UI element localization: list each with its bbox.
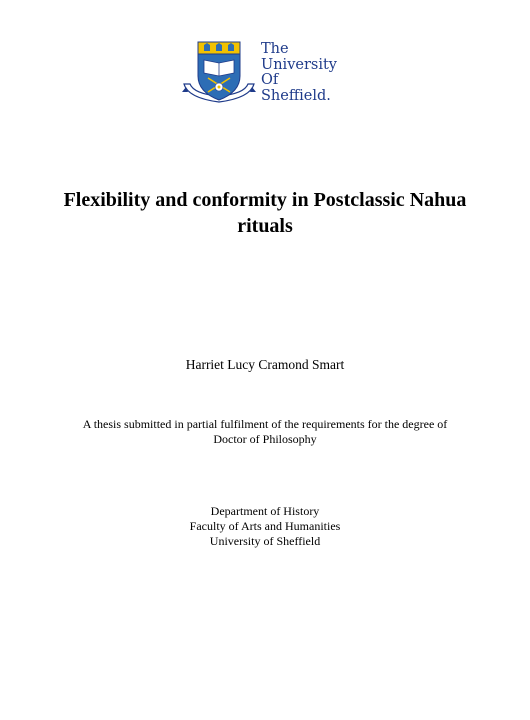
wordmark-line: The bbox=[261, 41, 289, 57]
department: Department of History bbox=[210, 504, 320, 518]
degree-statement-line: Doctor of Philosophy bbox=[213, 432, 317, 446]
wordmark-line: Of bbox=[261, 72, 279, 88]
affiliation-block bbox=[0, 504, 530, 549]
thesis-title-line: Flexibility and conformity in Postclassic Nahua bbox=[63, 189, 467, 211]
thesis-title-line: rituals bbox=[237, 215, 293, 237]
thesis-title bbox=[40, 187, 490, 239]
author-name: Harriet Lucy Cramond Smart bbox=[185, 357, 345, 372]
university: University of Sheffield bbox=[209, 534, 321, 548]
university-wordmark bbox=[261, 42, 337, 104]
degree-statement bbox=[20, 417, 510, 447]
wordmark-line: University bbox=[261, 56, 337, 73]
wordmark-line: Sheffield. bbox=[261, 87, 331, 104]
faculty: Faculty of Arts and Humanities bbox=[189, 519, 341, 533]
degree-statement-line: A thesis submitted in partial fulfilment of the requirements for the degree of bbox=[82, 417, 448, 431]
university-crest-icon bbox=[182, 40, 256, 110]
university-logo bbox=[182, 40, 342, 110]
